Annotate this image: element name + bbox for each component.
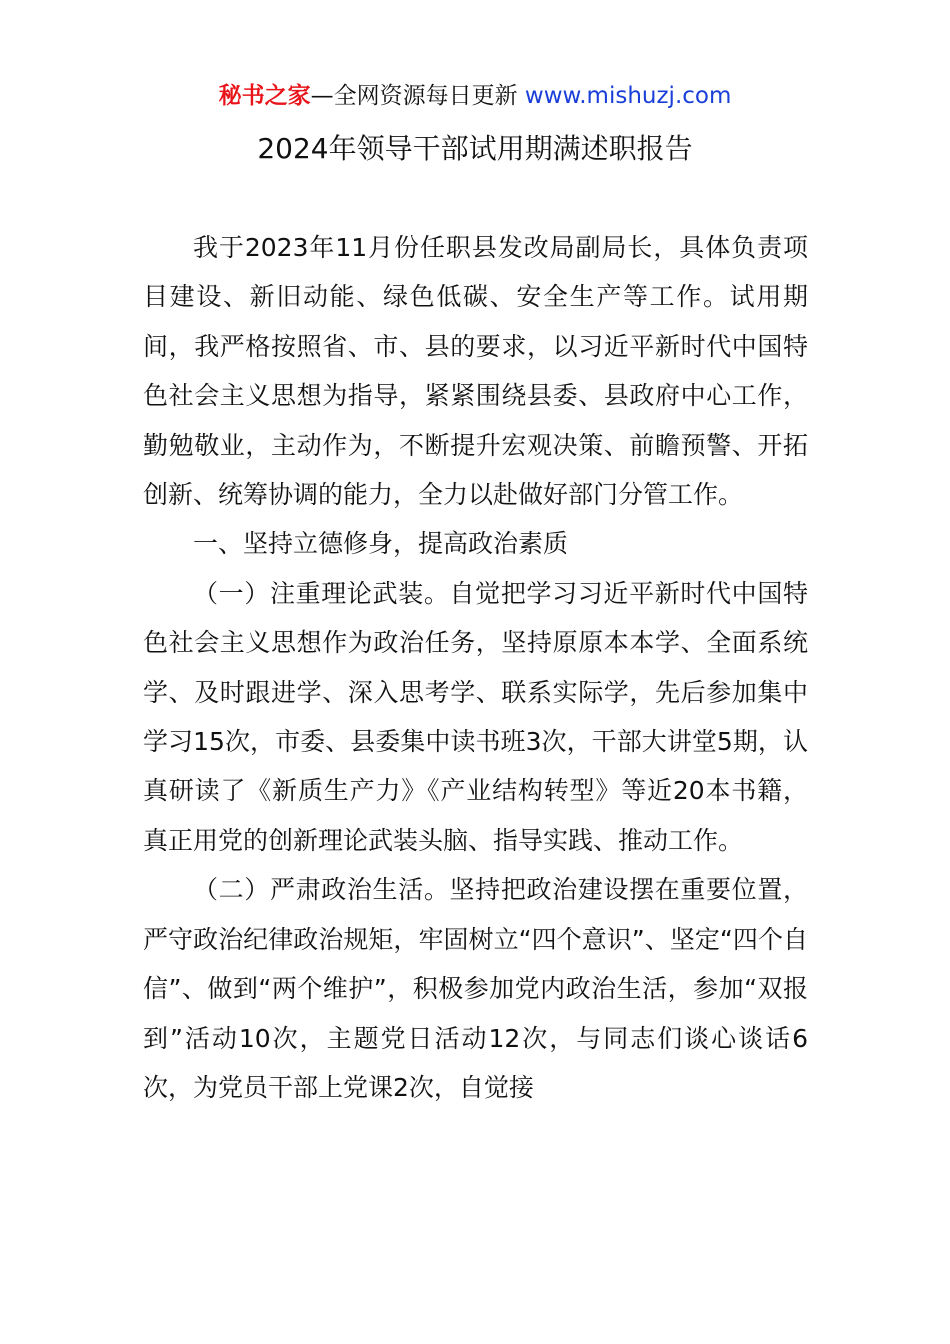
- site-header: [0, 80, 950, 112]
- document-title: 2024年领导干部试用期满述职报告: [257, 132, 693, 165]
- site-url[interactable]: www.mishuzj.com: [524, 83, 732, 109]
- body-paragraph: （二）严肃政治生活。坚持把政治建设摆在重要位置，严守政治纪律政治规矩，牢固树立“四个意识”、坚定“四个自信”、做到“两个维护”，积极参加党内政治生活，参加“双报到”活动10次，主题党日活动12次，与同志们谈心谈话6次，为党员干部上党课2次，自觉接: [143, 875, 808, 1102]
- site-name: 秘书之家: [218, 83, 311, 109]
- section-heading: 一、坚持立德修身，提高政治素质: [193, 529, 569, 559]
- body-paragraph: （一）注重理论武装。自觉把学习习近平新时代中国特色社会主义思想作为政治任务，坚持原原本本学、全面系统学、及时跟进学、深入思考学、联系实际学，先后参加集中学习15次，市委、县委集中读书班3次，干部大讲堂5期，认真研读了《新质生产力》《产业结构转型》等近20本书籍，真正用党的创新理论武装头脑、指导实践、推动工作。: [143, 578, 808, 855]
- document-body: [143, 223, 808, 1112]
- intro-paragraph: 我于2023年11月份任职县发改局副局长，具体负责项目建设、新旧动能、绿色低碳、安全生产等工作。试用期间，我严格按照省、市、县的要求，以习近平新时代中国特色社会主义思想为指导，紧紧围绕县委、县政府中心工作，勤勉敬业，主动作为，不断提升宏观决策、前瞻预警、开拓创新、统筹协调的能力，全力以赴做好部门分管工作。: [143, 233, 808, 510]
- site-tagline: —全网资源每日更新: [310, 83, 525, 109]
